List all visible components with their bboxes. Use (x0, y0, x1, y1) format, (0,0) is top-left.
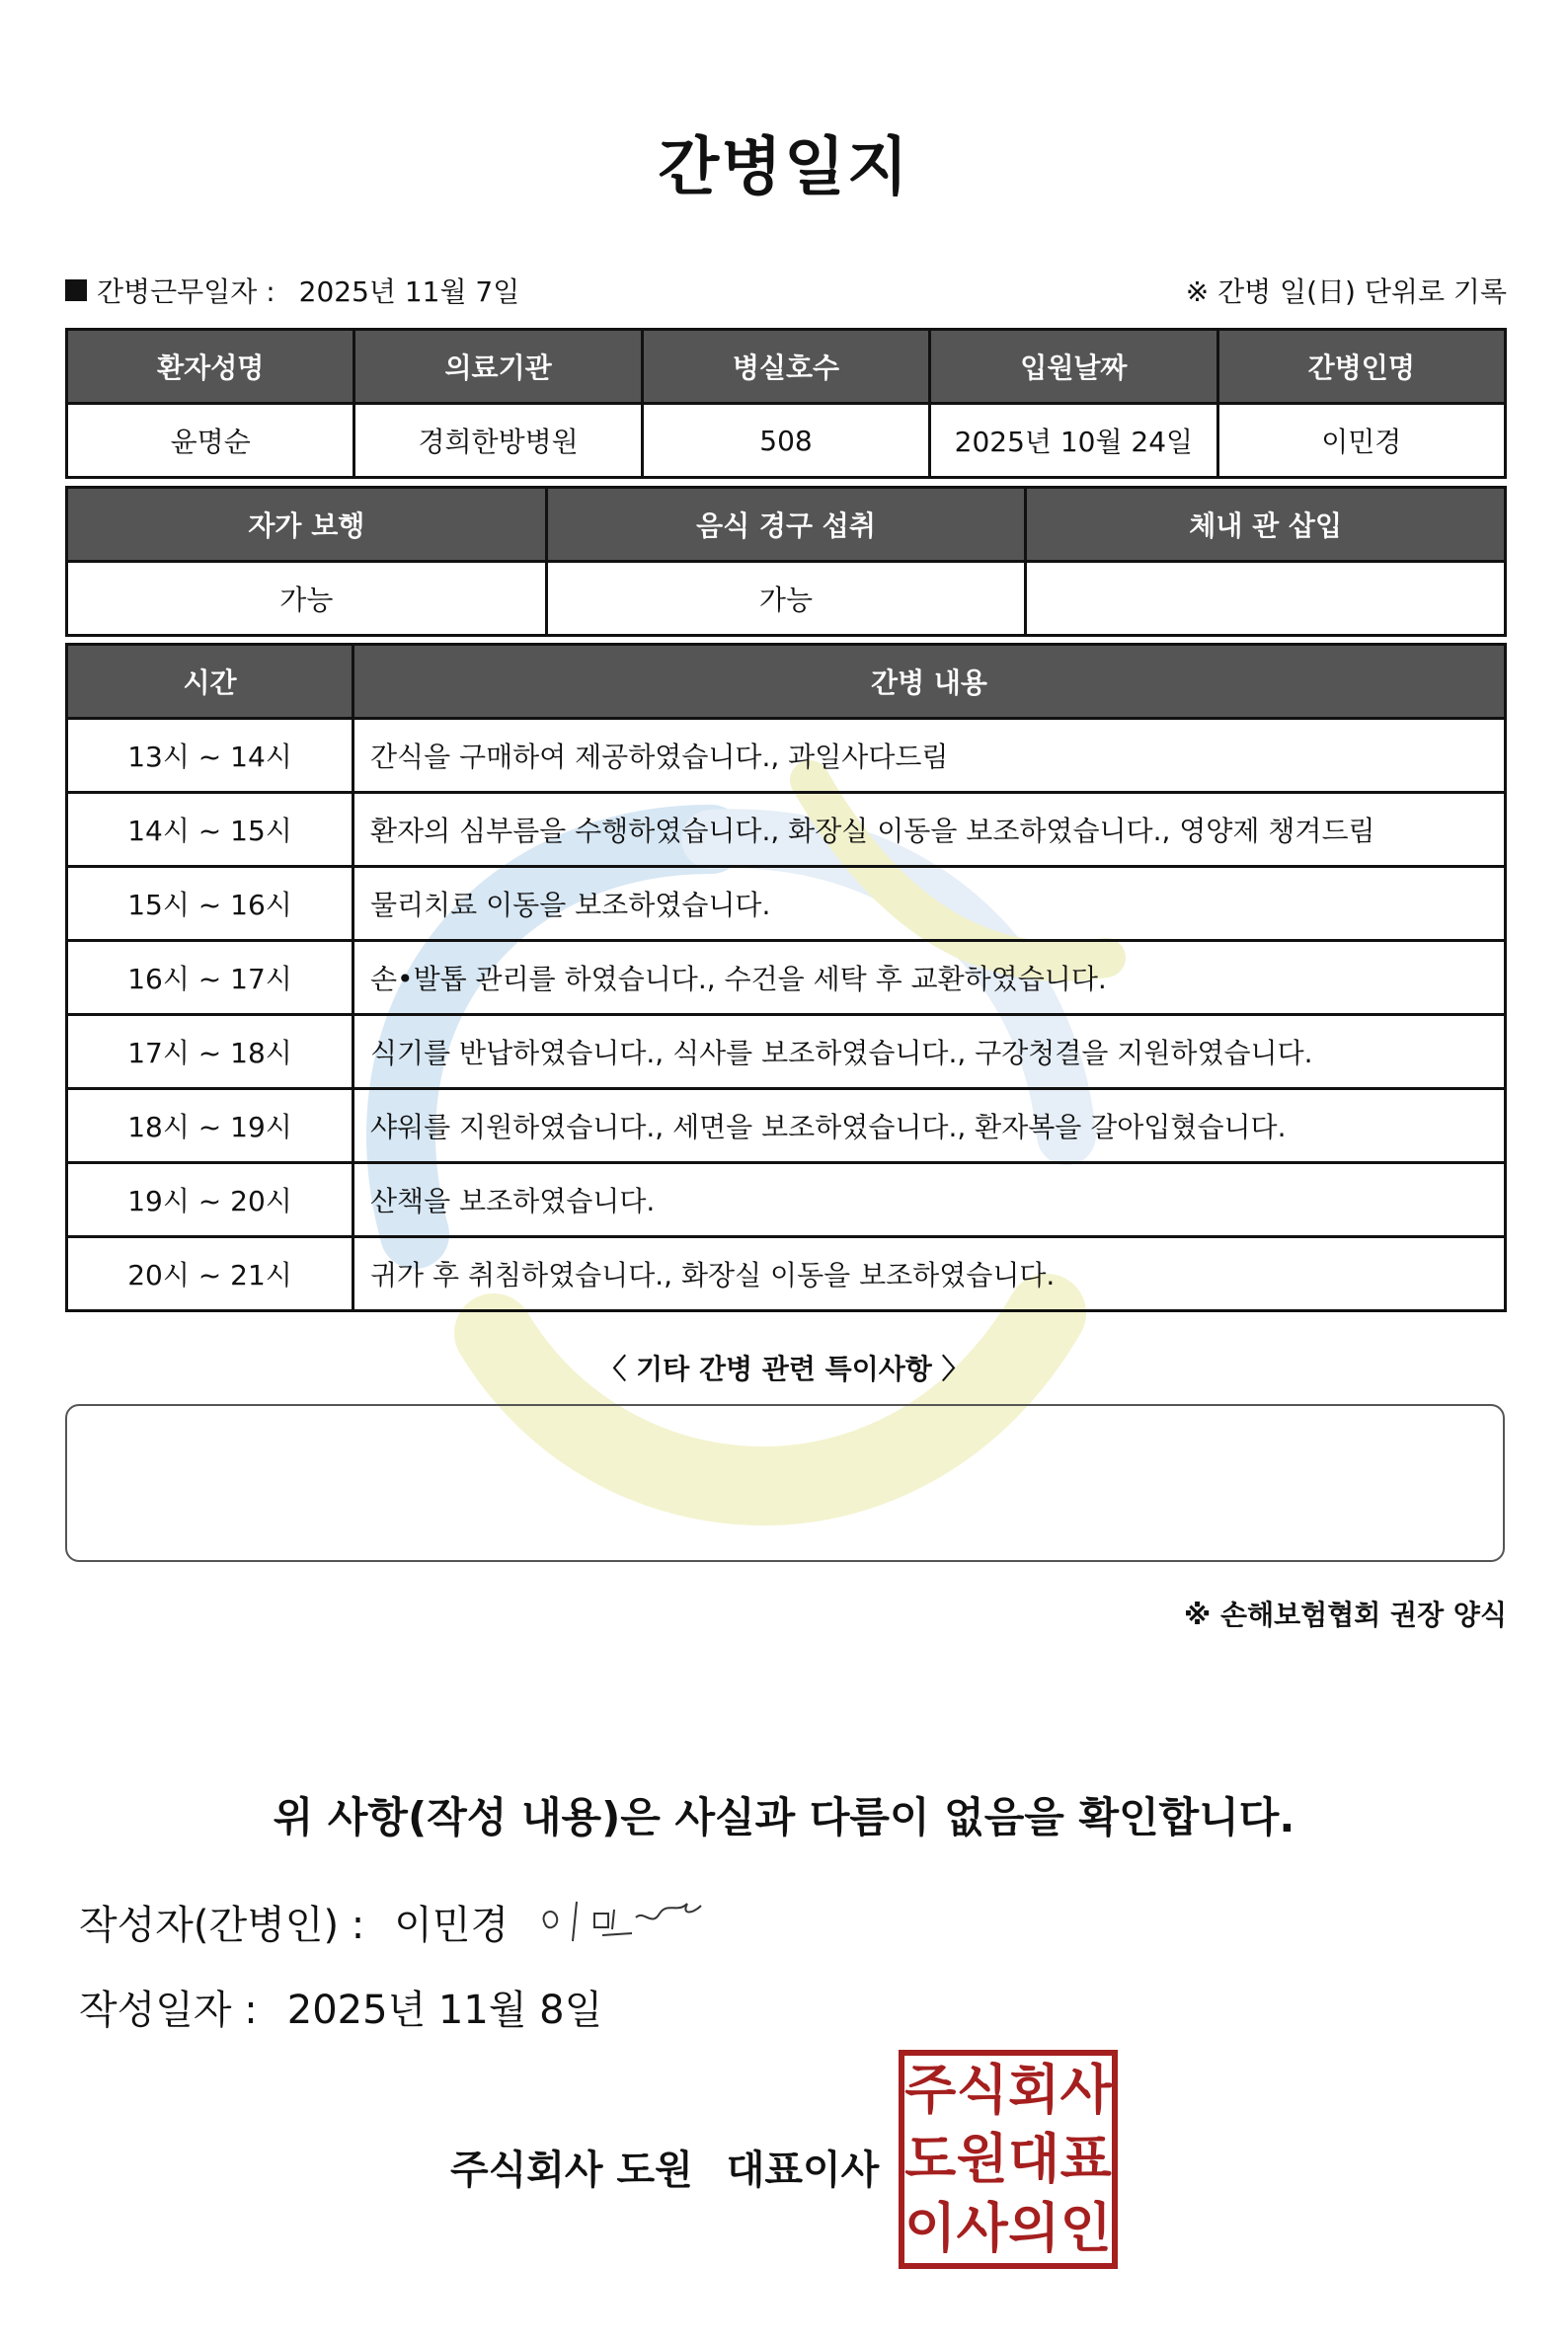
time-cell: 13시 ~ 14시 (67, 719, 353, 793)
room-number: 508 (642, 404, 929, 478)
write-date-label: 작성일자 : (79, 1988, 258, 2033)
patient-info-table (65, 328, 1507, 479)
time-cell: 15시 ~ 16시 (67, 867, 353, 941)
header-caregiver: 간병인명 (1217, 330, 1505, 404)
header-admission-date: 입원날짜 (930, 330, 1217, 404)
table-row (67, 1015, 1506, 1089)
time-cell: 19시 ~ 20시 (67, 1163, 353, 1237)
square-bullet-icon (65, 279, 87, 301)
tube-insertion-value (1026, 562, 1506, 636)
company-role: 대표이사 (726, 2148, 880, 2193)
company-seal-stamp: 주 식 회 사 도 원 대 표 이 사 의 인 (899, 2050, 1118, 2269)
content-cell: 손•발톱 관리를 하였습니다., 수건을 세탁 후 교환하였습니다. (353, 941, 1506, 1015)
writer-line (79, 1894, 509, 1950)
time-cell: 18시 ~ 19시 (67, 1089, 353, 1163)
notes-title: 〈 기타 간병 관련 특이사항 〉 (598, 1353, 970, 1385)
header-hospital: 의료기관 (354, 330, 642, 404)
daily-record-note: ※ 간병 일(日) 단위로 기록 (1185, 275, 1507, 308)
hospital-name: 경희한방병원 (354, 404, 642, 478)
content-cell: 귀가 후 취침하였습니다., 화장실 이동을 보조하였습니다. (353, 1237, 1506, 1311)
notes-box (65, 1404, 1505, 1562)
table-row (67, 1163, 1506, 1237)
content-cell: 물리치료 이동을 보조하였습니다. (353, 867, 1506, 941)
write-date-line (79, 1979, 602, 2035)
work-date-value: 2025년 11월 7일 (298, 275, 520, 308)
time-cell: 20시 ~ 21시 (67, 1237, 353, 1311)
time-cell: 14시 ~ 15시 (67, 793, 353, 867)
company-name: 주식회사 도원 (450, 2148, 693, 2193)
document-title: 간병일지 (658, 131, 910, 204)
header-self-walking: 자가 보행 (67, 488, 547, 562)
time-cell: 17시 ~ 18시 (67, 1015, 353, 1089)
content-cell: 식기를 반납하였습니다., 식사를 보조하였습니다., 구강청결을 지원하였습니다. (353, 1015, 1506, 1089)
oral-intake-value: 가능 (546, 562, 1026, 636)
table-row (67, 793, 1506, 867)
table-row (67, 867, 1506, 941)
header-tube-insertion: 체내 관 삽입 (1026, 488, 1506, 562)
time-cell: 16시 ~ 17시 (67, 941, 353, 1015)
confirmation-statement: 위 사항(작성 내용)은 사실과 다름이 없음을 확인합니다. (273, 1793, 1295, 1841)
write-date-value: 2025년 11월 8일 (286, 1988, 603, 2033)
content-cell: 환자의 심부름을 수행하였습니다., 화장실 이동을 보조하였습니다., 영양제 챙겨드림 (353, 793, 1506, 867)
self-walking-value: 가능 (67, 562, 547, 636)
handwritten-signature (533, 1884, 711, 1953)
table-row (67, 1237, 1506, 1311)
ability-table (65, 486, 1507, 637)
admission-date: 2025년 10월 24일 (930, 404, 1217, 478)
content-cell: 산책을 보조하였습니다. (353, 1163, 1506, 1237)
company-signatory (450, 2139, 879, 2195)
table-row (67, 1089, 1506, 1163)
table-row (67, 719, 1506, 793)
header-care-content: 간병 내용 (353, 645, 1506, 719)
header-time: 시간 (67, 645, 353, 719)
writer-name: 이민경 (394, 1903, 510, 1948)
table-row (67, 941, 1506, 1015)
header-room: 병실호수 (642, 330, 929, 404)
form-source-note: ※ 손해보험협회 권장 양식 (1184, 1599, 1507, 1631)
header-oral-intake: 음식 경구 섭취 (546, 488, 1026, 562)
caregiver-name: 이민경 (1217, 404, 1505, 478)
header-patient-name: 환자성명 (67, 330, 354, 404)
patient-name: 윤명순 (67, 404, 354, 478)
work-date-line (65, 271, 1507, 310)
writer-label: 작성자(간병인) : (79, 1903, 365, 1948)
content-cell: 샤워를 지원하였습니다., 세면을 보조하였습니다., 환자복을 갈아입혔습니다. (353, 1089, 1506, 1163)
work-date-label: 간병근무일자 : (97, 275, 275, 308)
care-log-table (65, 643, 1507, 1312)
content-cell: 간식을 구매하여 제공하였습니다., 과일사다드림 (353, 719, 1506, 793)
